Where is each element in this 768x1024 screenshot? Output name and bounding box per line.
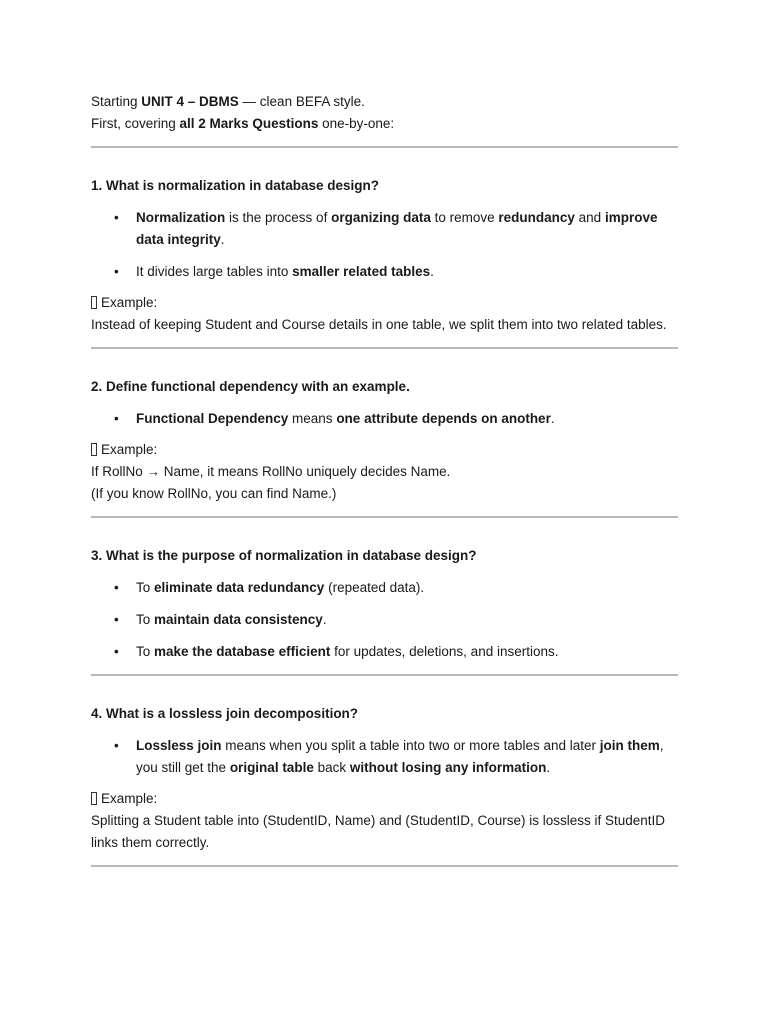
text: , you still get the bbox=[136, 738, 664, 775]
text: To bbox=[136, 580, 155, 595]
text: . bbox=[430, 264, 434, 279]
text: . bbox=[546, 760, 551, 775]
term: Functional Dependency bbox=[136, 411, 289, 426]
intro-line-2-bold: all 2 Marks Questions bbox=[179, 116, 319, 131]
text: to remove bbox=[430, 210, 499, 225]
bullet-list bbox=[91, 735, 678, 779]
term: Normalization bbox=[136, 210, 226, 225]
text: (repeated data). bbox=[324, 580, 425, 595]
missing-glyph-box-icon bbox=[91, 792, 97, 805]
list-item bbox=[91, 261, 678, 283]
term: smaller related tables bbox=[292, 264, 431, 279]
example-heading bbox=[91, 788, 678, 810]
list-item bbox=[91, 207, 678, 251]
question-title: 3. What is the purpose of normalization in database design? bbox=[91, 548, 477, 563]
text: and bbox=[574, 210, 605, 225]
intro-line-2-text: First, covering bbox=[91, 116, 180, 131]
divider bbox=[91, 347, 678, 349]
question-title: 1. What is normalization in database design? bbox=[91, 178, 380, 193]
text: To bbox=[136, 644, 155, 659]
example-block bbox=[91, 439, 678, 505]
question-4 bbox=[91, 703, 678, 854]
term: join them bbox=[599, 738, 660, 753]
text: It divides large tables into bbox=[136, 264, 293, 279]
term: eliminate data redundancy bbox=[154, 580, 325, 595]
intro-line-1 bbox=[91, 91, 678, 113]
text: back bbox=[313, 760, 350, 775]
example-heading bbox=[91, 439, 678, 461]
list-item bbox=[91, 641, 678, 663]
divider bbox=[91, 865, 678, 867]
bullet-icon: • bbox=[114, 264, 119, 279]
text: . bbox=[322, 612, 327, 627]
intro-line-1-text: Starting bbox=[91, 94, 142, 109]
text: means bbox=[288, 411, 337, 426]
text: for updates, deletions, and insertions. bbox=[330, 644, 559, 659]
bullet-icon: • bbox=[114, 612, 119, 627]
term: improve data integrity bbox=[136, 210, 658, 247]
term: one attribute depends on another bbox=[336, 411, 551, 426]
text: is the process of bbox=[225, 210, 332, 225]
list-item bbox=[91, 735, 678, 779]
missing-glyph-box-icon bbox=[91, 296, 97, 309]
intro-line-2-tail: one-by-one: bbox=[318, 116, 395, 131]
example-label: Example: bbox=[101, 791, 158, 806]
term: redundancy bbox=[498, 210, 575, 225]
bullet-icon: • bbox=[114, 738, 119, 753]
bullet-icon: • bbox=[114, 411, 119, 426]
example-label: Example: bbox=[101, 442, 158, 457]
divider bbox=[91, 674, 678, 676]
question-title: 2. Define functional dependency with an example. bbox=[91, 379, 410, 394]
question-2 bbox=[91, 376, 678, 505]
text: . bbox=[220, 232, 225, 247]
intro-line-1-bold: UNIT 4 – DBMS bbox=[141, 94, 239, 109]
list-item bbox=[91, 577, 678, 599]
term: organizing data bbox=[331, 210, 431, 225]
text: . bbox=[550, 411, 555, 426]
list-item bbox=[91, 609, 678, 631]
bullet-list bbox=[91, 577, 678, 663]
example-heading bbox=[91, 292, 678, 314]
list-item bbox=[91, 408, 678, 430]
divider bbox=[91, 516, 678, 518]
term: original table bbox=[229, 760, 314, 775]
missing-glyph-box-icon bbox=[91, 443, 97, 456]
divider bbox=[91, 146, 678, 148]
question-1 bbox=[91, 175, 678, 336]
text: To bbox=[136, 612, 155, 627]
intro-line-2 bbox=[91, 113, 678, 135]
term: Lossless join bbox=[136, 738, 222, 753]
example-line: Splitting a Student table into (StudentID, Name) and (StudentID, Course) is lossless if StudentID links them correctly. bbox=[91, 813, 666, 850]
question-3 bbox=[91, 545, 678, 663]
text: means when you split a table into two or more tables and later bbox=[221, 738, 600, 753]
bullet-list bbox=[91, 408, 678, 430]
intro bbox=[91, 91, 678, 135]
example-block bbox=[91, 292, 678, 336]
example-line: (If you know RollNo, you can find Name.) bbox=[91, 486, 337, 501]
bullet-icon: • bbox=[114, 644, 119, 659]
example-label: Example: bbox=[101, 295, 158, 310]
example-line: Instead of keeping Student and Course details in one table, we split them into two related tables. bbox=[91, 317, 667, 332]
question-title: 4. What is a lossless join decomposition? bbox=[91, 706, 359, 721]
term: maintain data consistency bbox=[154, 612, 323, 627]
bullet-icon: • bbox=[114, 580, 119, 595]
bullet-list bbox=[91, 207, 678, 283]
example-line: If RollNo → Name, it means RollNo uniquely decides Name. bbox=[91, 464, 451, 479]
term: without losing any information bbox=[349, 760, 547, 775]
intro-line-1-tail: — clean BEFA style. bbox=[238, 94, 365, 109]
term: make the database efficient bbox=[154, 644, 331, 659]
bullet-icon: • bbox=[114, 210, 119, 225]
example-block bbox=[91, 788, 678, 854]
